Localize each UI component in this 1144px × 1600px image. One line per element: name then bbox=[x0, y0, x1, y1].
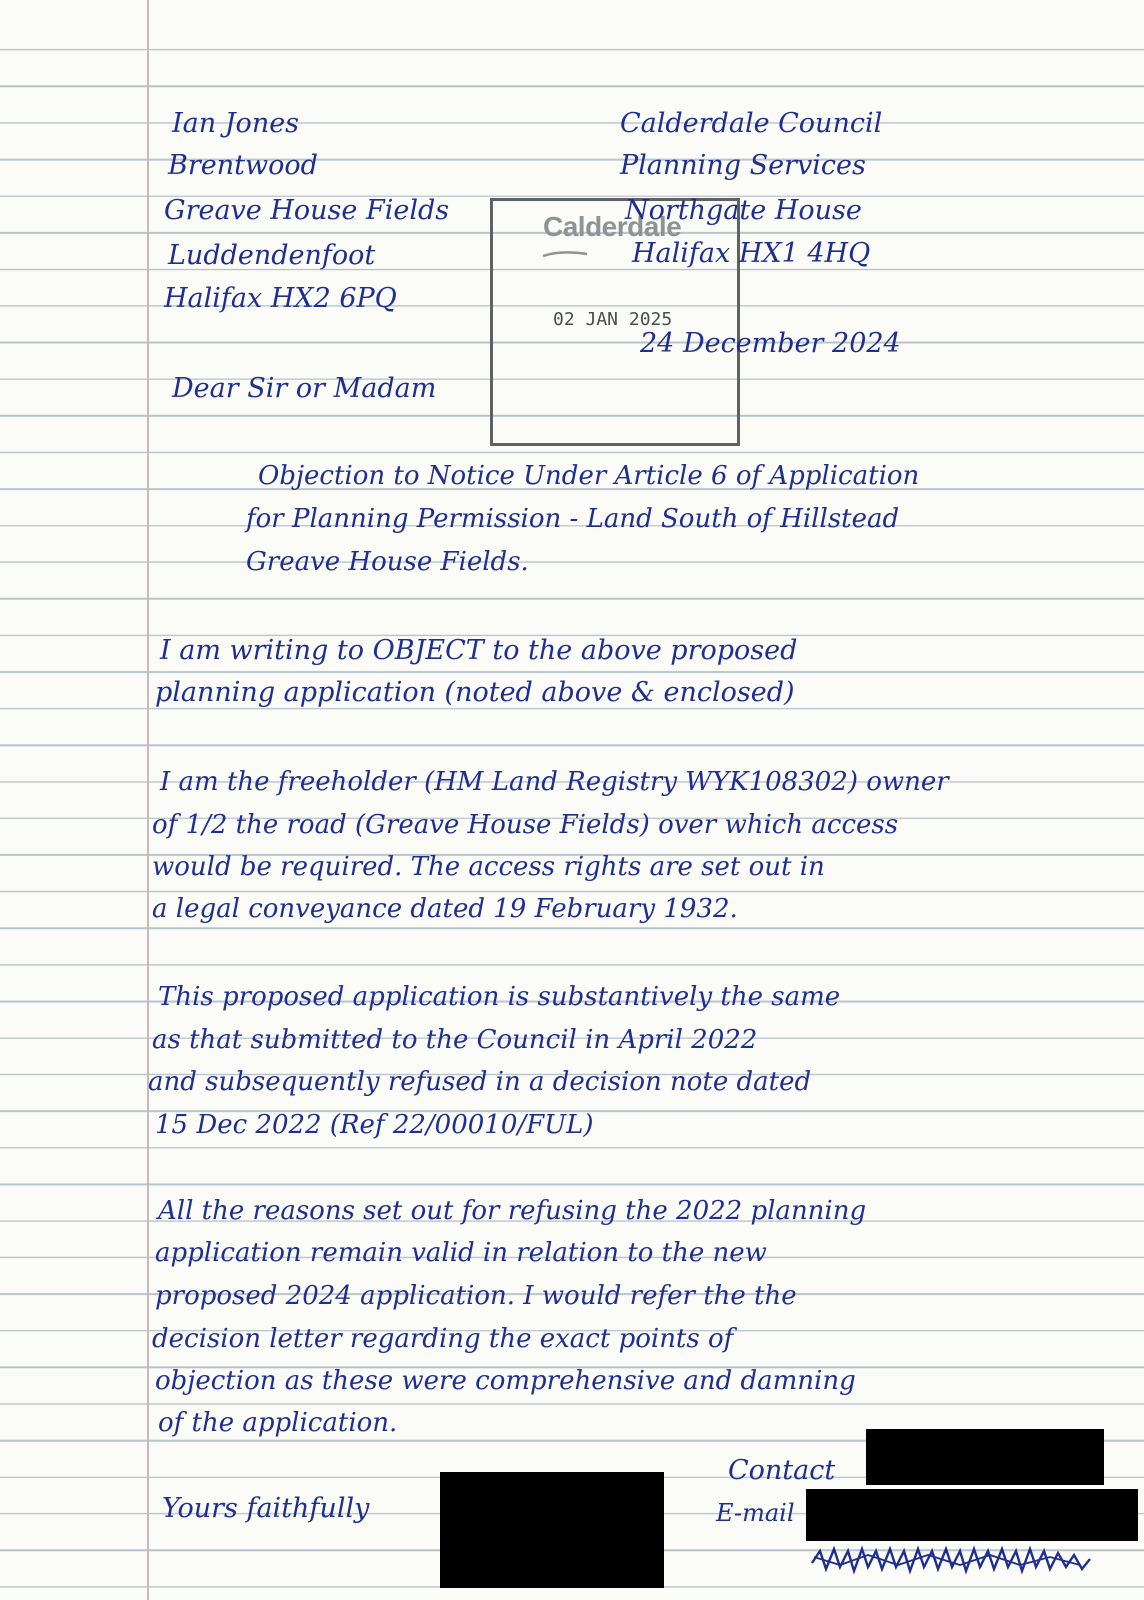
sender-village: Luddendenfoot bbox=[168, 240, 376, 271]
letter-date: 24 December 2024 bbox=[640, 328, 901, 359]
stamp-swoosh-icon bbox=[541, 249, 589, 259]
redaction-contact bbox=[866, 1429, 1104, 1485]
paragraph-line: objection as these were comprehensive and damning bbox=[155, 1366, 856, 1396]
recipient-building: Northgate House bbox=[625, 195, 862, 226]
closing: Yours faithfully bbox=[162, 1493, 370, 1524]
paragraph-line: All the reasons set out for refusing the 2022 planning bbox=[158, 1196, 867, 1226]
salutation: Dear Sir or Madam bbox=[172, 373, 437, 404]
paragraph-line: This proposed application is substantively the same bbox=[158, 982, 841, 1012]
redaction-email bbox=[806, 1489, 1138, 1541]
stamp-received-date: 02 JAN 2025 bbox=[553, 309, 673, 330]
paragraph-line: and subsequently refused in a decision note dated bbox=[148, 1067, 812, 1097]
recipient-org: Calderdale Council bbox=[620, 108, 883, 139]
scribble-redaction bbox=[810, 1543, 1094, 1579]
paragraph-line: I am the freeholder (HM Land Registry WYK108302) owner bbox=[160, 767, 949, 797]
paragraph-line: of the application. bbox=[158, 1408, 398, 1438]
paragraph-line: decision letter regarding the exact points of bbox=[152, 1324, 734, 1354]
subject-line: for Planning Permission - Land South of Hillstead bbox=[246, 504, 900, 534]
paragraph-line: of 1/2 the road (Greave House Fields) over which access bbox=[152, 810, 899, 840]
sender-street: Greave House Fields bbox=[164, 195, 450, 226]
subject-line: Greave House Fields. bbox=[246, 547, 529, 577]
paragraph-line: a legal conveyance dated 19 February 1932. bbox=[152, 894, 738, 924]
paragraph-line: application remain valid in relation to the new bbox=[155, 1238, 767, 1268]
paragraph-line: 15 Dec 2022 (Ref 22/00010/FUL) bbox=[155, 1110, 594, 1140]
sender-name: Ian Jones bbox=[172, 108, 300, 139]
paragraph-line: I am writing to OBJECT to the above proposed bbox=[160, 635, 798, 666]
paragraph-line: planning application (noted above & enclosed) bbox=[155, 677, 795, 708]
paragraph-line: as that submitted to the Council in April 2022 bbox=[152, 1025, 758, 1055]
margin-line bbox=[147, 0, 149, 1600]
paragraph-line: would be required. The access rights are set out in bbox=[152, 852, 825, 882]
recipient-dept: Planning Services bbox=[620, 150, 866, 181]
sender-town: Halifax HX2 6PQ bbox=[164, 283, 397, 314]
email-label: E-mail bbox=[716, 1499, 795, 1527]
recipient-town: Halifax HX1 4HQ bbox=[632, 238, 871, 269]
subject-line: Objection to Notice Under Article 6 of Application bbox=[258, 461, 920, 491]
paragraph-line: proposed 2024 application. I would refer the the bbox=[155, 1281, 797, 1311]
sender-house: Brentwood bbox=[168, 150, 318, 181]
redaction-signature bbox=[440, 1472, 664, 1588]
stamp-logo: Calderdale bbox=[543, 211, 682, 242]
contact-label: Contact bbox=[728, 1455, 836, 1486]
